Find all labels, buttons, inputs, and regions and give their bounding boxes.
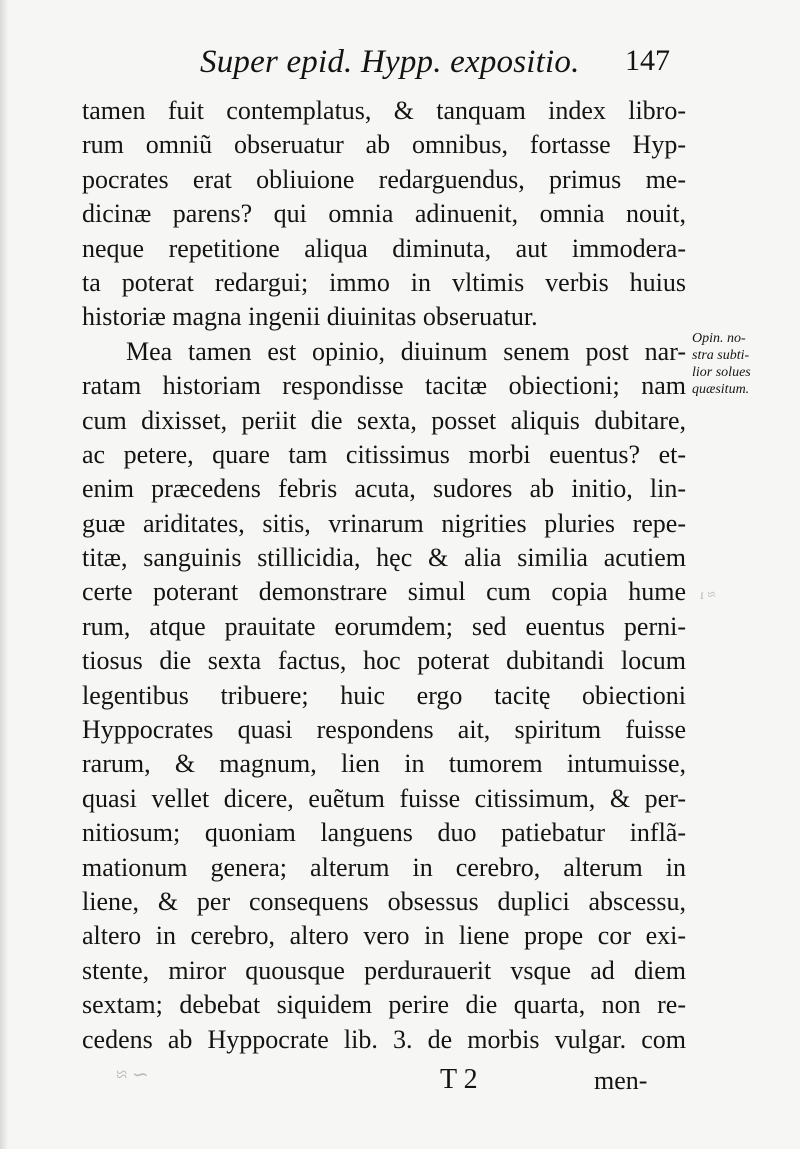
marginal-note-line: Opin. no- (692, 331, 746, 346)
text-line: titæ, sanguinis stillicidia, hęc & alia similia acutiem (82, 543, 686, 573)
text-line: rarum, & magnum, lien in tumorem intumuisse, (82, 749, 686, 779)
marginal-note-line: quæsitum. (692, 382, 750, 397)
signature-mark: T 2 (440, 1064, 478, 1095)
text-line: tamen fuit contemplatus, & tanquam index libro- (82, 96, 686, 125)
text-line: neque repetitione aliqua diminuta, aut immodera- (82, 233, 686, 263)
text-line: ratam historiam respondisse tacitæ obiectioni; nam (82, 371, 686, 401)
text-line: rum, atque prauitate eorumdem; sed euentus perni- (82, 611, 686, 641)
page-number: 147 (625, 44, 670, 77)
text-line: tiosus die sexta factus, hoc poterat dubitandi locum (82, 646, 686, 676)
text-line: legentibus tribuere; huic ergo tacitę obiectioni (82, 680, 686, 710)
text-line: guæ ariditates, sitis, vrinarum nigrities pluries repe- (82, 508, 686, 538)
main-text-block (82, 94, 686, 1057)
marginal-note-line: stra subti- (692, 348, 750, 363)
marginal-note (692, 330, 796, 398)
text-line: liene, & per consequens obsessus duplici abscessu, (82, 886, 686, 916)
show-through-mark: ≈ ı (700, 588, 716, 603)
text-line: certe poterant demonstrare simul cum copia hume (82, 577, 686, 607)
text-line: cedens ab Hyppocrate lib. 3. de morbis vulgar. com (82, 1024, 686, 1054)
text-line: nitiosum; quoniam languens duo patiebatur inflã- (82, 818, 686, 848)
text-line: quasi vellet dicere, euẽtum fuisse citissimum, & per- (82, 783, 686, 813)
text-line: historiæ magna ingenii diuinitas obseruatur. (82, 302, 538, 332)
text-line: dicinæ parens? qui omnia adinuenit, omnia nouit, (82, 199, 686, 229)
text-line: pocrates erat obliuione redarguendus, primus me- (82, 164, 686, 194)
running-title: Super epid. Hypp. expositio. (200, 44, 580, 80)
text-line: stente, miror quousque perdurauerit vsque ad diem (82, 955, 686, 985)
text-line: enim præcedens febris acuta, sudores ab initio, lin- (82, 474, 686, 504)
catchword: men- (594, 1066, 648, 1095)
text-line: altero in cerebro, altero vero in liene prope cor exi- (82, 921, 686, 951)
text-line: Hyppocrates quasi respondens ait, spiritum fuisse (82, 715, 686, 745)
page-header (200, 44, 670, 94)
text-line: ac petere, quare tam citissimus morbi euentus? et- (82, 439, 686, 469)
text-line: rum omniũ obseruatur ab omnibus, fortasse Hyp- (82, 130, 686, 160)
text-line: sextam; debebat siquidem perire die quarta, non re- (82, 990, 686, 1020)
text-line: ta poterat redargui; immo in vltimis verbis huius (82, 267, 686, 297)
show-through-mark: ∼ ≈ (116, 1064, 149, 1086)
text-line: cum dixisset, periit die sexta, posset aliquis dubitare, (82, 405, 686, 435)
text-line: mationum genera; alterum in cerebro, alterum in (82, 852, 686, 882)
marginal-note-line: lior solues (692, 365, 751, 380)
page-edge-shadow (0, 0, 8, 1149)
paragraph-start-line: Mea tamen est opinio, diuinum senem post nar- (126, 336, 686, 366)
